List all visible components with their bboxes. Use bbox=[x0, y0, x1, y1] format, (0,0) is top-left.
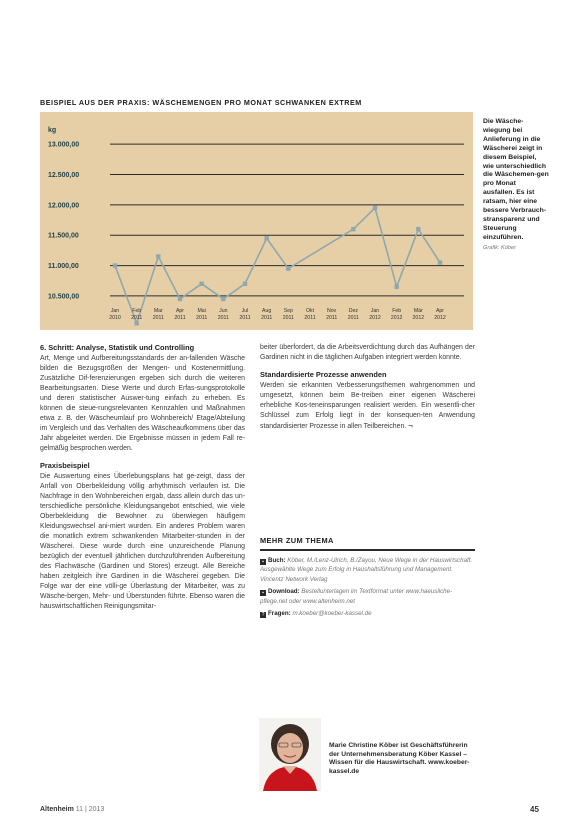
figure-caption-text: Die Wäsche-wiegung bei Anlieferung in die Wäscherei zeigt in diesem Beispiel, wie unterschiedlich die Wäschemen-gen pro Monat ausfallen. Es ist ratsam, hier eine bessere Verbrauch-stransparenz und Steuerung einzuführen. bbox=[483, 118, 549, 241]
x-tick-label-year: 2011 bbox=[326, 315, 338, 321]
x-tick-label-year: 2012 bbox=[369, 315, 381, 321]
x-tick-label-year: 2011 bbox=[131, 315, 143, 321]
x-tick-label-year: 2011 bbox=[174, 315, 186, 321]
x-tick-label-month: Jan bbox=[370, 308, 380, 314]
x-tick-label-month: Mar bbox=[153, 308, 163, 314]
data-point bbox=[113, 263, 117, 267]
section-heading-analysis: 6. Schritt: Analyse, Statistik und Controlling bbox=[40, 343, 195, 352]
figure-caption bbox=[483, 118, 549, 253]
data-point bbox=[134, 321, 138, 325]
x-tick-label-month: Dez bbox=[348, 308, 358, 314]
y-tick-label: 12.000,00 bbox=[48, 202, 80, 210]
data-point bbox=[438, 260, 442, 264]
y-tick-label: 10.500,00 bbox=[48, 293, 80, 301]
data-point bbox=[199, 282, 203, 286]
x-tick-label-year: 2011 bbox=[217, 315, 229, 321]
figure-credit: Grafik: Köber bbox=[483, 244, 516, 251]
x-tick-label-year: 2010 bbox=[109, 315, 121, 321]
x-tick-label-month: Feb bbox=[392, 308, 402, 314]
paragraph-standardized-processes-text: Werden sie erkannten Verbesserungsthemen wahrgenommen und umgesetzt, können beim Be-treiben einer eigenen Wäscherei erhebliche Kos-teneinsparungen realisiert werden. Ein wesentli-cher Schlüssel zum Erfolg liegt in der konsequen-ten Anwendung standardisierter Prozesse in allen Teilbereichen. bbox=[260, 382, 475, 430]
author-bio: Marie Christine Köber ist Geschäftsführerin der Unternehmensberatung Köber Kassel – Wissen für die Hauswirtschaft. www.koeber-kassel.de bbox=[329, 742, 470, 775]
author-photo bbox=[259, 718, 321, 791]
data-point bbox=[264, 236, 268, 240]
x-tick-label-year: 2011 bbox=[239, 315, 251, 321]
y-tick-label: 13.000,00 bbox=[48, 141, 80, 149]
data-point bbox=[178, 297, 182, 301]
data-point bbox=[243, 282, 247, 286]
issue-number: 11 | 2013 bbox=[75, 806, 105, 813]
download-icon: ▪ bbox=[260, 590, 266, 596]
data-point bbox=[373, 206, 377, 210]
x-tick-label-month: Apr bbox=[175, 308, 185, 314]
download-reference[interactable]: Bestellunterlagen im Textformat unter www.haeusliche-pflege.net oder www.altenheim.net bbox=[260, 588, 453, 605]
book-icon: ▪ bbox=[260, 559, 266, 565]
x-tick-label-month: Okt bbox=[305, 308, 315, 314]
data-point bbox=[221, 297, 225, 301]
x-tick-label-year: 2011 bbox=[304, 315, 316, 321]
download-label: Download: bbox=[268, 588, 300, 596]
chart-panel bbox=[40, 112, 473, 330]
data-point bbox=[156, 254, 160, 258]
section-heading-standardized-processes: Standardisierte Prozesse anwenden bbox=[260, 370, 387, 379]
x-tick-label-month: Mär bbox=[413, 308, 423, 314]
page-number: 45 bbox=[530, 805, 539, 814]
paragraph-analysis: Art, Menge und Aufbereitungsstandards der an-fallenden Wäsche bilden die Bezugsgrößen der Mengen- und Kostenermittlung. Zusätzliche Dif-ferenzierungen ergeben sich durch die weiteren Bearbeitungsarten. Diese Werte und durch Erfas-sungsprotokolle und deren statistischer Auswer-tung einfach zu erheben. Es können die steue-rungsrelevanten Kennzahlen und Maßnahmen etwa z. B. der Wäscheumlauf pro Wohnbereich/ Etage/Abteilung im Vergleich und das Verhalten des Wäscheaufkommens über das Jahr abgeleitet werden. Die Ergebnisse müssen in jedem Fall re-gelmäßig besprochen werden. bbox=[40, 355, 245, 452]
x-tick-label-year: 2012 bbox=[412, 315, 425, 321]
x-tick-label-month: Aug bbox=[262, 308, 272, 314]
magazine-name: Altenheim bbox=[40, 806, 74, 813]
x-tick-label-month: Nov bbox=[327, 308, 337, 314]
x-tick-label-month: Feb bbox=[132, 308, 142, 314]
y-tick-label: 12.500,00 bbox=[48, 172, 80, 179]
more-item-questions[interactable] bbox=[260, 609, 475, 618]
x-tick-label-year: 2011 bbox=[282, 315, 294, 321]
x-tick-label-month: Jul bbox=[241, 308, 249, 314]
x-tick-label-month: Sep bbox=[283, 308, 293, 314]
figure-heading: BEISPIEL AUS DER PRAXIS: WÄSCHEMENGEN PRO MONAT SCHWANKEN EXTREM bbox=[40, 98, 362, 107]
question-icon: ? bbox=[261, 612, 265, 619]
article-end-mark: ¬ bbox=[408, 421, 413, 430]
more-item-download[interactable] bbox=[260, 587, 475, 606]
footer-publication bbox=[40, 806, 104, 813]
paragraph-standardized-processes bbox=[260, 381, 475, 432]
x-tick-label-year: 2011 bbox=[261, 315, 273, 321]
x-tick-label-month: Apr bbox=[435, 308, 445, 314]
x-tick-label-year: 2011 bbox=[196, 315, 208, 321]
more-item-book bbox=[260, 556, 475, 584]
paragraph-practice-example: Die Auswertung eines Überlebungsplans hat ge-zeigt, dass der Anfall von Oberbekleidung völlig arhythmisch verlaufen ist. Die Nachfrage in den Wohnbereichen ergab, dass allein durch das un-terschiedliche persönliche Kleidungsangebot entschied, wie viele Oberbekleidung die Bewohner zu überwiegen häufigem Kleidungswechsel ani-miert wurden. Ein anderes Problem waren die monatlich extrem schwankenden Mitarbeiter-stunden in der Wäscherei. Diese wurde durch eine unzureichende Planung bezüglich der eventuell jährlichen durchzuführenden Aufbereitung des Flachwäsche (Gardinen und Stores) erzeugt. Alle Bereiche haben zeitgleich ihre Gardinen in die Wäscherei gegeben. Die Folge war der eine völli-ge Überlastung der Mitarbeiter, was zu Wäsche-bergen, Mehr- und Überstunden führte. Ebenso waren die hauswirtschaftlichen Reinigungsmitar- bbox=[40, 473, 245, 610]
line-chart bbox=[40, 112, 473, 330]
book-label: Buch: bbox=[268, 557, 286, 564]
data-point bbox=[286, 266, 290, 270]
question-label: Fragen: bbox=[268, 610, 291, 618]
x-tick-label-year: 2012 bbox=[434, 315, 446, 321]
data-point bbox=[394, 285, 398, 289]
y-axis-unit-label: kg bbox=[48, 127, 57, 134]
data-point bbox=[416, 227, 420, 231]
y-tick-label: 11.500,00 bbox=[48, 232, 79, 240]
x-tick-label-year: 2012 bbox=[390, 315, 403, 321]
x-tick-label-month: Jun bbox=[219, 308, 228, 314]
article-left-column bbox=[40, 343, 245, 612]
x-tick-label-month: Jan bbox=[110, 308, 120, 314]
more-on-topic-title: MEHR ZUM THEMA bbox=[260, 536, 475, 551]
x-tick-label-year: 2011 bbox=[347, 315, 359, 321]
article-right-column bbox=[260, 343, 475, 432]
x-tick-label-year: 2011 bbox=[152, 315, 164, 321]
y-tick-label: 11.000,00 bbox=[48, 263, 79, 271]
x-tick-label-month: Mai bbox=[197, 308, 206, 314]
book-reference: Köber, M./Lenz-Ulrich, B./Zayou, Neue Wege in der Hauswirtschaft. Ausgewählte Wege zum Erfolg in Haushaltsführung und Management. Vincentz Network Verlag bbox=[260, 557, 473, 583]
section-heading-practice-example: Praxisbeispiel bbox=[40, 461, 90, 470]
more-on-topic-box bbox=[260, 536, 475, 621]
paragraph-continued: beiter überfordert, da die Arbeitsverdichtung durch das Aufhängen der Gardinen nicht in die täglichen Aufgaben integriert werden konnte. bbox=[260, 344, 475, 361]
data-point bbox=[351, 227, 355, 231]
question-email-link[interactable]: m.koeber@koeber-kassel.de bbox=[292, 610, 372, 618]
